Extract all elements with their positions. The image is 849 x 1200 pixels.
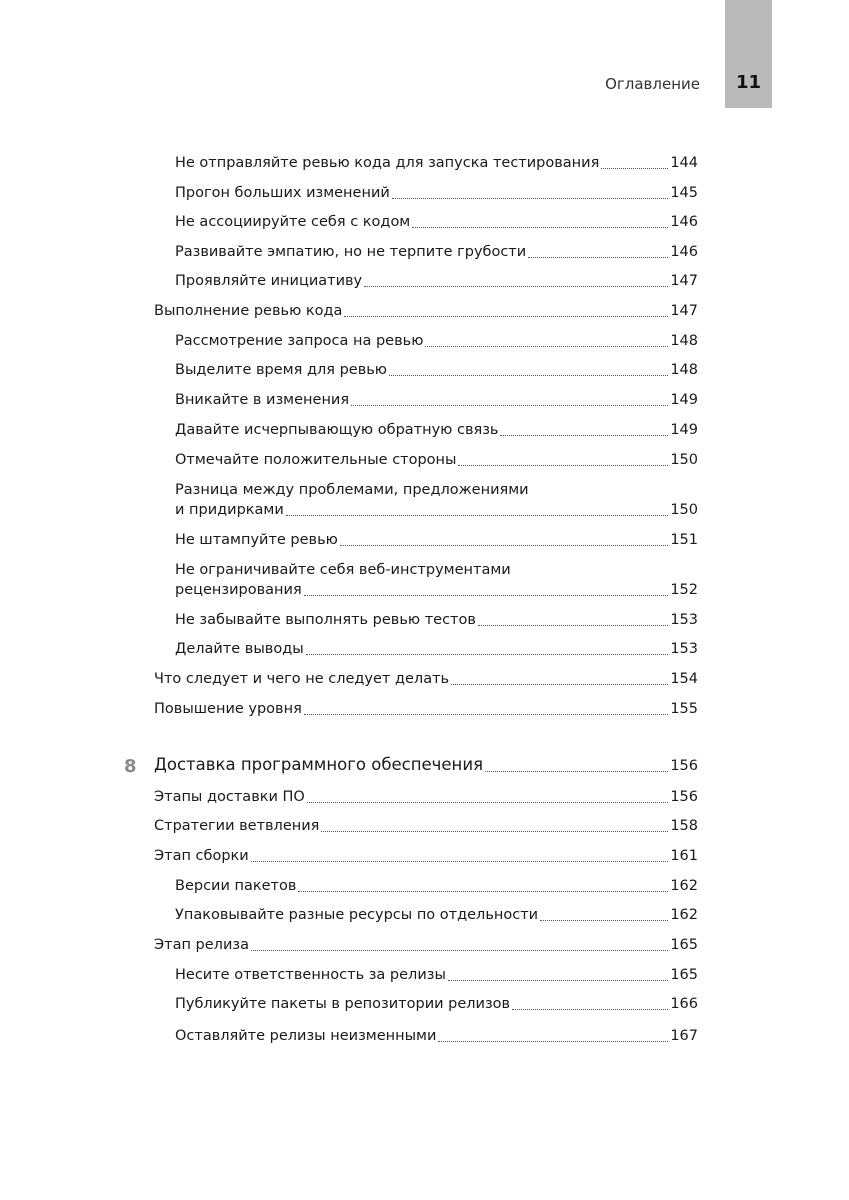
leader-dots: [364, 285, 668, 287]
toc-entry-title: Несите ответственность за релизы: [175, 967, 446, 983]
toc-entry[interactable]: [175, 391, 698, 409]
toc-entry-title-line1: Разница между проблемами, предложениями: [175, 482, 529, 498]
leader-dots: [485, 770, 668, 772]
toc-entry-title: Давайте исчерпывающую обратную связь: [175, 422, 499, 438]
leader-dots: [321, 830, 668, 832]
toc-entry-page: 167: [670, 1028, 698, 1044]
toc-entry-title: Этап релиза: [154, 937, 249, 953]
toc-entry[interactable]: [154, 302, 698, 320]
toc-entry-page: 162: [670, 907, 698, 923]
toc-entry[interactable]: [175, 213, 698, 231]
leader-dots: [304, 594, 669, 596]
toc-entry-page: 145: [670, 185, 698, 201]
toc-entry-page: 158: [670, 818, 698, 834]
toc-entry[interactable]: [175, 906, 698, 924]
toc-entry[interactable]: [175, 451, 698, 469]
toc-entry-page: 151: [670, 532, 698, 548]
toc-entry-page: 148: [670, 362, 698, 378]
toc-entry[interactable]: [175, 361, 698, 379]
leader-dots: [425, 345, 668, 347]
toc-entry-page: 150: [670, 452, 698, 468]
leader-dots: [512, 1008, 668, 1010]
toc-entry[interactable]: [175, 581, 698, 599]
leader-dots: [304, 713, 669, 715]
toc-entry-title: Повышение уровня: [154, 701, 302, 717]
toc-entry-title: Не забывайте выполнять ревью тестов: [175, 612, 476, 628]
toc-entry-title: Стратегии ветвления: [154, 818, 320, 834]
chapter-number: 8: [124, 756, 137, 777]
leader-dots: [306, 653, 669, 655]
leader-dots: [540, 919, 668, 921]
toc-entry-title: Не ассоциируйте себя с кодом: [175, 214, 411, 230]
toc-entry[interactable]: [175, 877, 698, 895]
toc-entry[interactable]: [175, 421, 698, 439]
leader-dots: [307, 801, 668, 803]
leader-dots: [392, 197, 669, 199]
toc-entry[interactable]: [154, 700, 698, 718]
toc-entry-title: Прогон больших изменений: [175, 185, 390, 201]
toc-entry-page: 161: [670, 848, 698, 864]
toc-entry-page: 147: [670, 273, 698, 289]
leader-dots: [298, 890, 668, 892]
toc-entry[interactable]: [154, 817, 698, 835]
toc-entry-page: 156: [670, 789, 698, 805]
toc-entry[interactable]: [175, 332, 698, 350]
toc-entry-page: 153: [670, 641, 698, 657]
leader-dots: [351, 404, 668, 406]
leader-dots: [478, 624, 668, 626]
toc-entry-page: 153: [670, 612, 698, 628]
toc-entry-title: Выполнение ревью кода: [154, 303, 343, 319]
toc-entry-page: 149: [670, 392, 698, 408]
toc-entry-page: 147: [670, 303, 698, 319]
toc-entry-page: 150: [670, 502, 698, 518]
toc-entry-title: Проявляйте инициативу: [175, 273, 363, 289]
toc-entry-title: рецензирования: [175, 582, 302, 598]
leader-dots: [500, 434, 668, 436]
toc-entry-title: Вникайте в изменения: [175, 392, 350, 408]
toc-entry-page: 162: [670, 878, 698, 894]
toc-entry-title: Не штампуйте ревью: [175, 532, 338, 548]
toc-entry-page: 154: [670, 671, 698, 687]
toc-entry[interactable]: [154, 670, 698, 688]
toc-entry-page: 165: [670, 937, 698, 953]
toc-entry-title: и придирками: [175, 502, 284, 518]
running-header: Оглавление: [605, 75, 700, 93]
toc-entry[interactable]: [175, 272, 698, 290]
leader-dots: [251, 860, 669, 862]
toc-entry-title-line1: Не ограничивайте себя веб-инструментами: [175, 562, 511, 578]
leader-dots: [251, 949, 668, 951]
toc-entry-page: 166: [670, 996, 698, 1012]
toc-entry-page: 148: [670, 333, 698, 349]
leader-dots: [448, 979, 668, 981]
toc-entry-title: Публикуйте пакеты в репозитории релизов: [175, 996, 511, 1012]
leader-dots: [344, 315, 668, 317]
toc-entry-page: 146: [670, 244, 698, 260]
toc-entry-page: 152: [670, 582, 698, 598]
toc-entry-title: Делайте выводы: [175, 641, 304, 657]
toc-entry[interactable]: [175, 640, 698, 658]
toc-entry[interactable]: [175, 184, 698, 202]
leader-dots: [528, 256, 668, 258]
toc-entry-title: Не отправляйте ревью кода для запуска тестирования: [175, 155, 600, 171]
toc-entry-title: Отмечайте положительные стороны: [175, 452, 457, 468]
toc-entry-title: Доставка программного обеспечения: [154, 755, 483, 774]
toc-entry-title: Этап сборки: [154, 848, 249, 864]
toc-entry[interactable]: [154, 788, 698, 806]
toc-entry[interactable]: [175, 1027, 698, 1045]
leader-dots: [340, 544, 668, 546]
toc-entry[interactable]: [175, 531, 698, 549]
toc-entry[interactable]: [175, 995, 698, 1013]
toc-entry-title: Выделите время для ревью: [175, 362, 387, 378]
leader-dots: [438, 1040, 668, 1042]
toc-entry[interactable]: [175, 154, 698, 172]
leader-dots: [286, 514, 669, 516]
toc-entry-title: Оставляйте релизы неизменными: [175, 1028, 437, 1044]
toc-entry-title: Развивайте эмпатию, но не терпите грубости: [175, 244, 527, 260]
leader-dots: [389, 374, 668, 376]
toc-entry-page: 156: [670, 758, 698, 774]
page-number: 11: [735, 72, 762, 93]
toc-entry[interactable]: [175, 501, 698, 519]
toc-entry-page: 146: [670, 214, 698, 230]
toc-entry-page: 149: [670, 422, 698, 438]
toc-entry[interactable]: [175, 243, 698, 261]
toc-entry[interactable]: [175, 966, 698, 984]
toc-entry-title: Версии пакетов: [175, 878, 297, 894]
toc-entry-title: Этапы доставки ПО: [154, 789, 305, 805]
toc-entry-title: Что следует и чего не следует делать: [154, 671, 450, 687]
toc-entry-title: Рассмотрение запроса на ревью: [175, 333, 424, 349]
leader-dots: [451, 683, 668, 685]
leader-dots: [601, 167, 668, 169]
leader-dots: [412, 226, 668, 228]
toc-entry-title: Упаковывайте разные ресурсы по отдельности: [175, 907, 539, 923]
leader-dots: [458, 464, 668, 466]
toc-entry[interactable]: [154, 847, 698, 865]
toc-entry-page: 165: [670, 967, 698, 983]
toc-entry-page: 144: [670, 155, 698, 171]
toc-entry[interactable]: [175, 611, 698, 629]
toc-entry[interactable]: [154, 936, 698, 954]
toc-chapter-entry[interactable]: [154, 756, 698, 775]
toc-entry-page: 155: [670, 701, 698, 717]
